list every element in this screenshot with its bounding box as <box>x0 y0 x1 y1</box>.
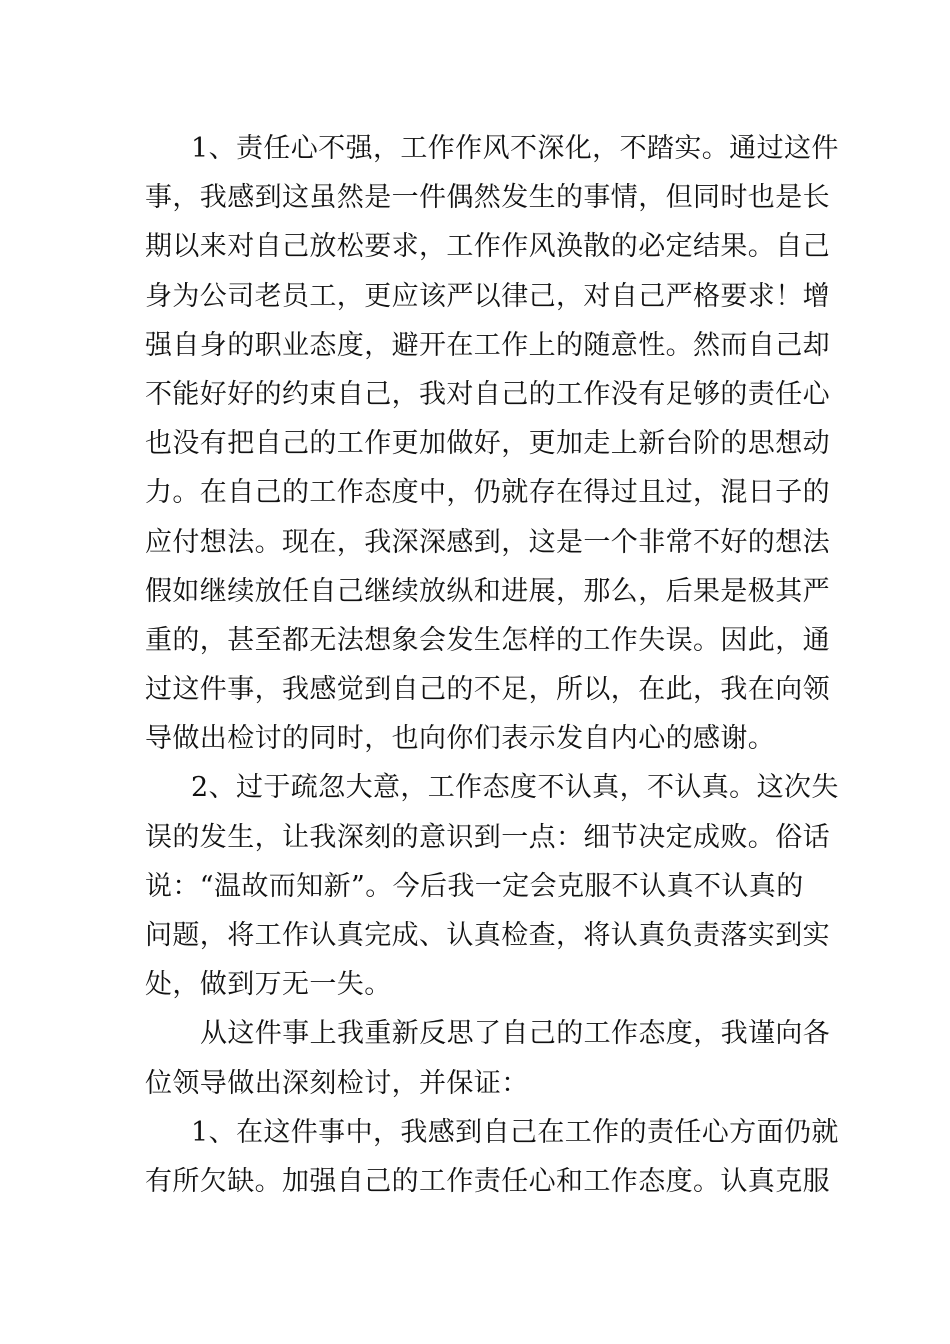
paragraph-1-line-11: 重的，甚至都无法想象会发生怎样的工作失误。因此，通 <box>145 624 830 656</box>
paragraph-2-line-2: 误的发生，让我深刻的意识到一点：细节决定成败。俗话 <box>145 821 830 853</box>
paragraph-1-line-4: 身为公司老员工，更应该严以律己，对自己严格要求！增 <box>145 280 830 312</box>
paragraph-1-line-7: 也没有把自己的工作更加做好，更加走上新台阶的思想动 <box>145 428 830 460</box>
paragraph-2-line-3: 说：“温故而知新”。今后我一定会克服不认真不认真的 <box>145 870 804 902</box>
paragraph-4-line-1: 1、在这件事中，我感到自己在工作的责任心方面仍就 <box>191 1116 839 1148</box>
paragraph-1-line-8: 力。在自己的工作态度中，仍就存在得过且过，混日子的 <box>145 477 830 509</box>
paragraph-1-line-10: 假如继续放任自己继续放纵和进展，那么，后果是极其严 <box>145 575 830 607</box>
paragraph-1-line-1: 1、责任心不强，工作作风不深化，不踏实。通过这件 <box>191 133 839 164</box>
paragraph-1-line-2: 事，我感到这虽然是一件偶然发生的事情，但同时也是长 <box>145 182 830 214</box>
paragraph-1-line-6: 不能好好的约束自己，我对自己的工作没有足够的责任心 <box>145 378 830 410</box>
paragraph-4-line-2: 有所欠缺。加强自己的工作责任心和工作态度。认真克服 <box>145 1165 830 1197</box>
paragraph-3-line-2: 位领导做出深刻检讨，并保证： <box>145 1067 529 1099</box>
document-body <box>145 124 839 1206</box>
paragraph-1-line-9: 应付想法。现在，我深深感到，这是一个非常不好的想法 <box>145 526 830 558</box>
paragraph-3-line-1: 从这件事上我重新反思了自己的工作态度，我谨向各 <box>200 1018 831 1050</box>
paragraph-1-line-3: 期以来对自己放松要求，工作作风涣散的必定结果。自己 <box>145 231 830 263</box>
paragraph-2-line-5: 处，做到万无一失。 <box>145 969 392 1001</box>
paragraph-1-line-5: 强自身的职业态度，避开在工作上的随意性。然而自己却 <box>145 329 830 361</box>
paragraph-1-line-13: 导做出检讨的同时，也向你们表示发自内心的感谢。 <box>145 723 776 755</box>
paragraph-1-line-12: 过这件事，我感觉到自己的不足，所以，在此，我在向领 <box>145 674 830 706</box>
paragraph-2-line-4: 问题，将工作认真完成、认真检查，将认真负责落实到实 <box>145 920 830 951</box>
paragraph-2-line-1: 2、过于疏忽大意，工作态度不认真，不认真。这次失 <box>191 772 839 804</box>
